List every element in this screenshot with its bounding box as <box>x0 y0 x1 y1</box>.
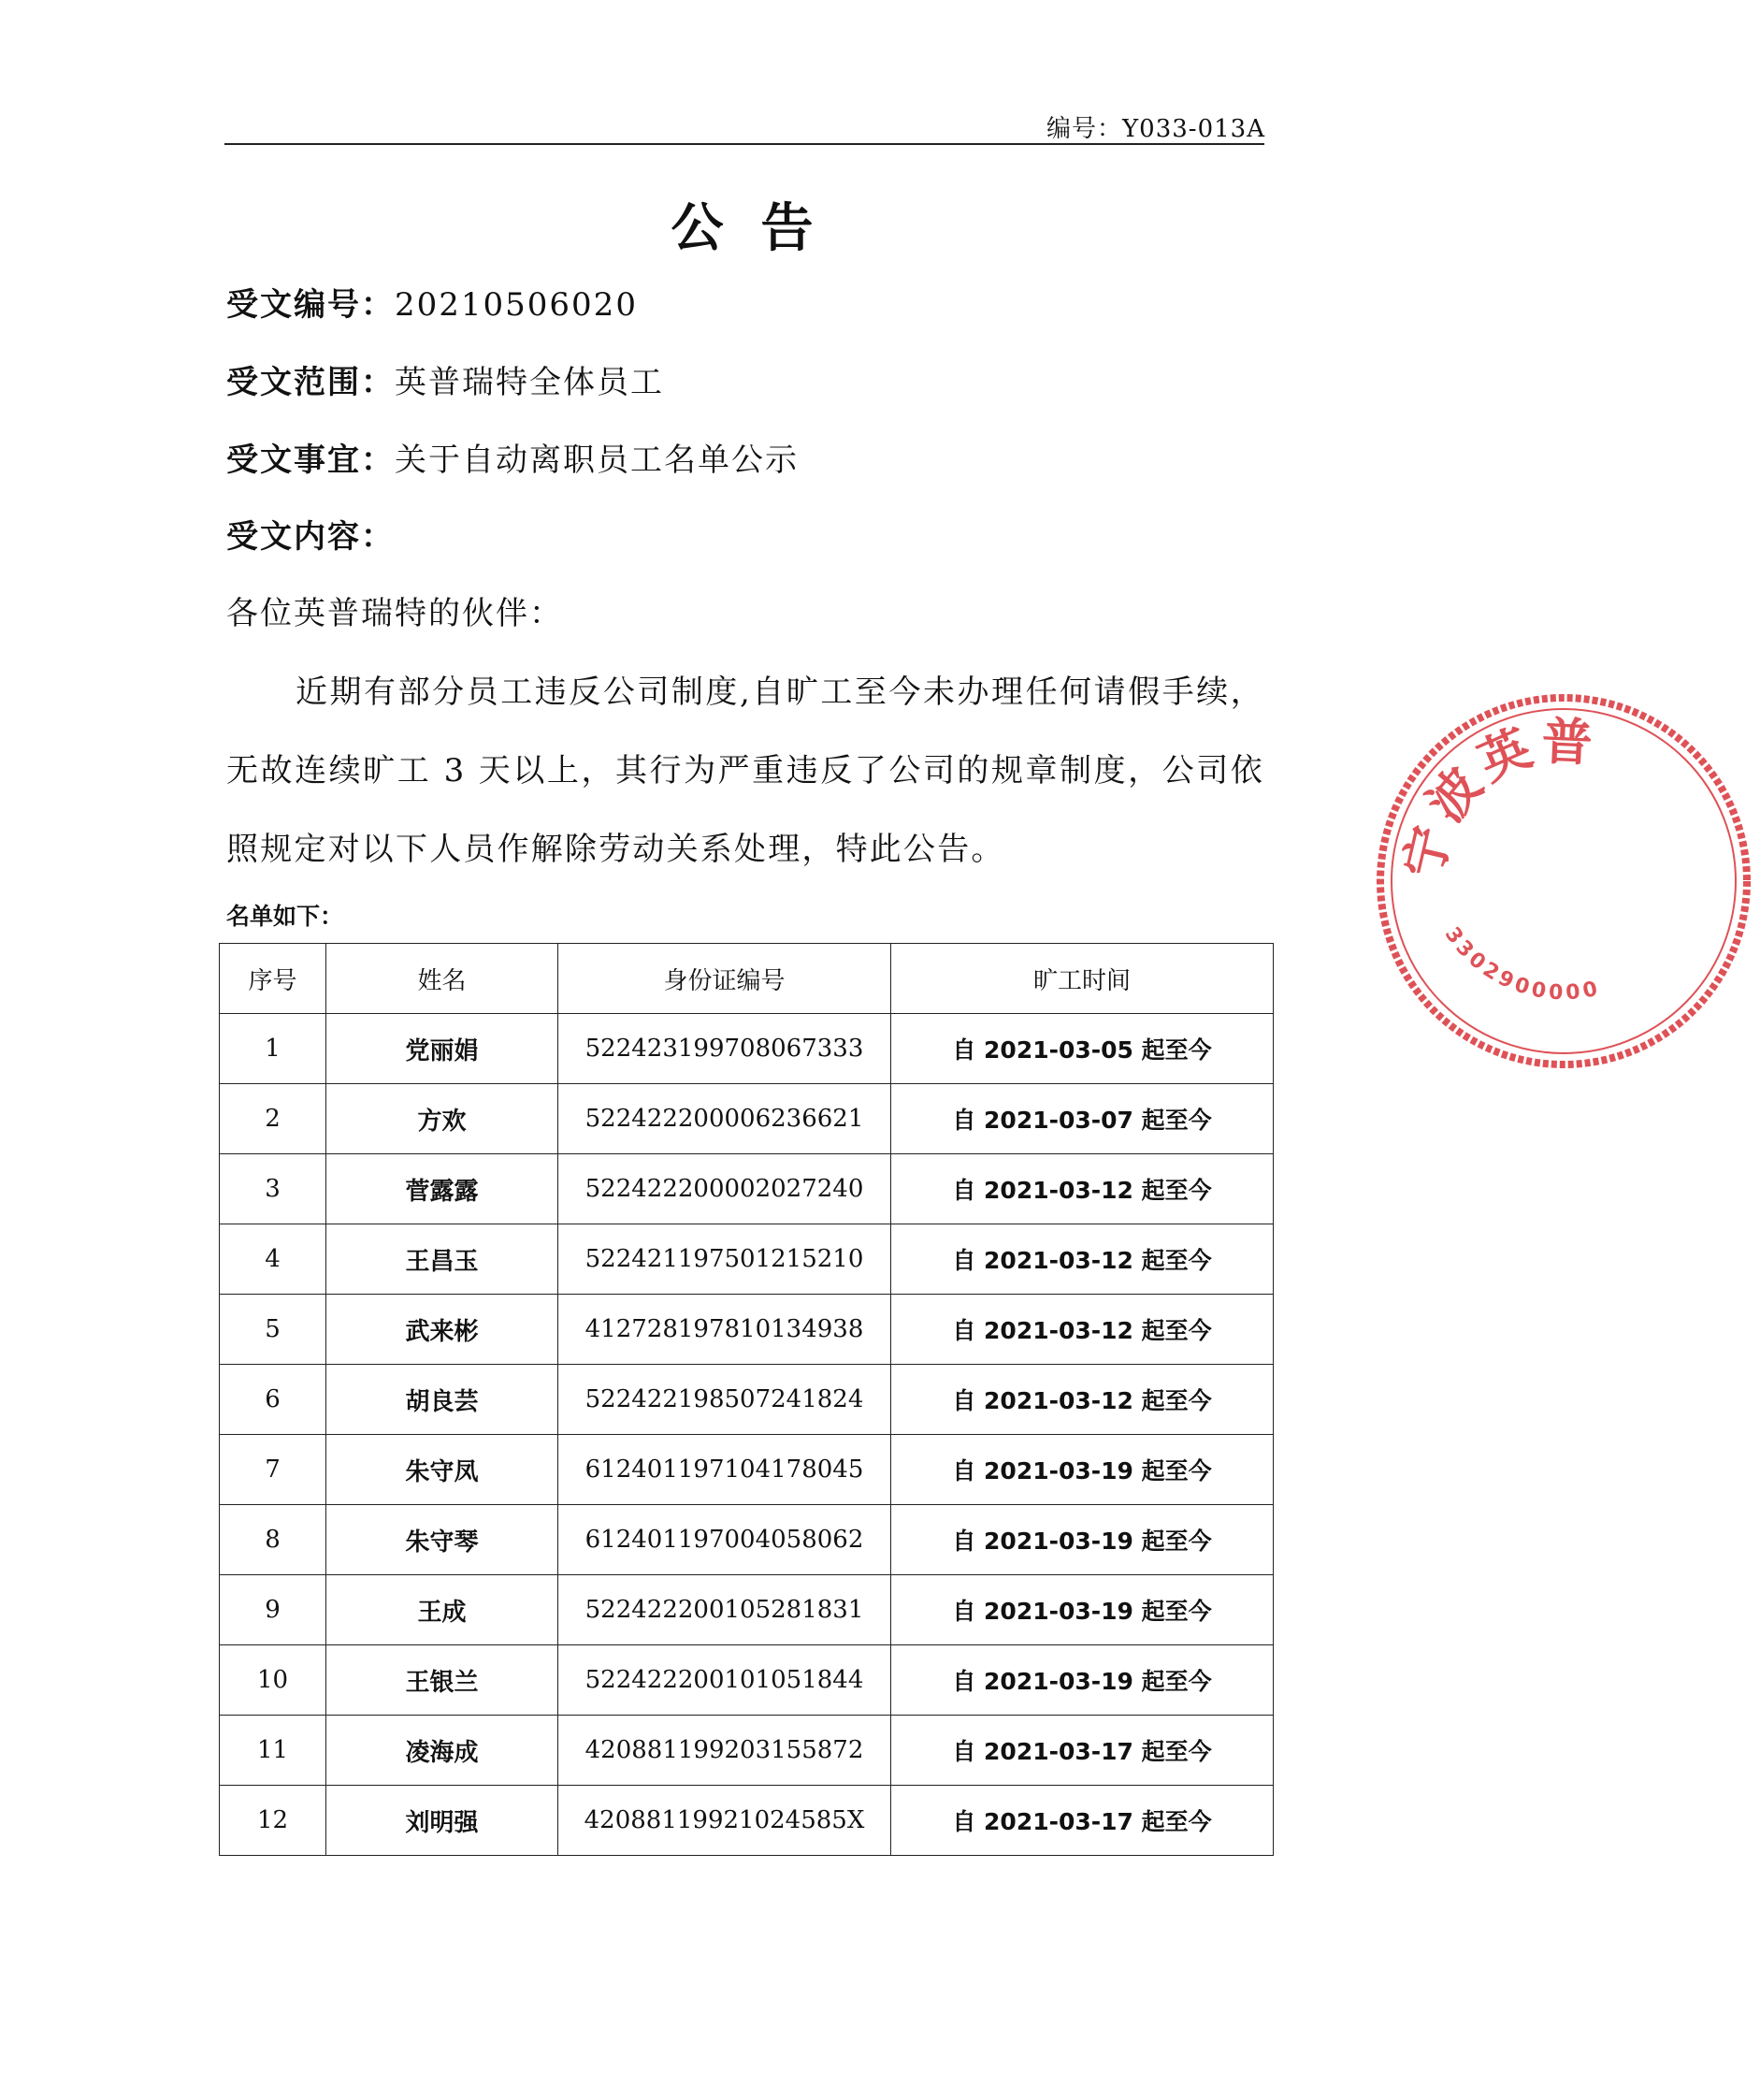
cell-id-number: 42088119921024585X <box>558 1786 891 1856</box>
table-row <box>220 1435 1274 1505</box>
table-row <box>220 1084 1274 1154</box>
cell-index: 4 <box>220 1224 326 1295</box>
cell-name: 王昌玉 <box>326 1224 558 1295</box>
svg-text:3302900000 <box>1440 923 1604 1006</box>
cell-name: 方欢 <box>326 1084 558 1154</box>
cell-id-number: 522422200105281831 <box>558 1575 891 1645</box>
company-seal <box>1367 685 1760 1078</box>
table-row <box>220 1154 1274 1224</box>
cell-absence-time: 自 2021-03-17 起至今 <box>891 1786 1274 1856</box>
cell-name: 菅露露 <box>326 1154 558 1224</box>
cell-name: 党丽娟 <box>326 1014 558 1084</box>
table-row <box>220 1295 1274 1365</box>
cell-id-number: 522423199708067333 <box>558 1014 891 1084</box>
table-row <box>220 1224 1274 1295</box>
field-subject <box>226 434 799 480</box>
field-label: 受文编号： <box>226 286 395 324</box>
cell-index: 7 <box>220 1435 326 1505</box>
cell-id-number: 522421197501215210 <box>558 1224 891 1295</box>
cell-index: 1 <box>220 1014 326 1084</box>
field-doc-number <box>226 279 638 325</box>
document-number: 编号：Y033-013A <box>1046 115 1265 143</box>
header-divider <box>224 143 1264 145</box>
seal-text: 宁波英普 <box>1392 710 1600 884</box>
cell-id-number: 412728197810134938 <box>558 1295 891 1365</box>
header-name: 姓名 <box>326 944 558 1014</box>
cell-index: 11 <box>220 1716 326 1786</box>
cell-absence-time: 自 2021-03-12 起至今 <box>891 1295 1274 1365</box>
header-absence-time: 旷工时间 <box>891 944 1274 1014</box>
cell-index: 5 <box>220 1295 326 1365</box>
cell-name: 王银兰 <box>326 1645 558 1716</box>
field-label: 受文范围： <box>226 364 395 401</box>
page-title: 公告 <box>671 197 851 259</box>
cell-index: 2 <box>220 1084 326 1154</box>
cell-absence-time: 自 2021-03-19 起至今 <box>891 1435 1274 1505</box>
header-id-number: 身份证编号 <box>558 944 891 1014</box>
cell-index: 10 <box>220 1645 326 1716</box>
cell-index: 8 <box>220 1505 326 1575</box>
field-label: 受文事宜： <box>226 442 395 479</box>
table-row <box>220 1014 1274 1084</box>
cell-absence-time: 自 2021-03-12 起至今 <box>891 1224 1274 1295</box>
table-header-row <box>220 944 1274 1014</box>
cell-absence-time: 自 2021-03-05 起至今 <box>891 1014 1274 1084</box>
field-value: 20210506020 <box>395 286 638 324</box>
employee-table <box>219 943 1274 1856</box>
cell-id-number: 522422200006236621 <box>558 1084 891 1154</box>
header-index: 序号 <box>220 944 326 1014</box>
cell-name: 朱守凤 <box>326 1435 558 1505</box>
cell-absence-time: 自 2021-03-19 起至今 <box>891 1505 1274 1575</box>
cell-id-number: 522422200002027240 <box>558 1154 891 1224</box>
field-value: 关于自动离职员工名单公示 <box>395 442 799 479</box>
cell-index: 12 <box>220 1786 326 1856</box>
cell-index: 3 <box>220 1154 326 1224</box>
cell-absence-time: 自 2021-03-07 起至今 <box>891 1084 1274 1154</box>
table-row <box>220 1365 1274 1435</box>
table-row <box>220 1575 1274 1645</box>
cell-name: 胡良芸 <box>326 1365 558 1435</box>
cell-name: 朱守琴 <box>326 1505 558 1575</box>
cell-index: 9 <box>220 1575 326 1645</box>
cell-index: 6 <box>220 1365 326 1435</box>
cell-name: 凌海成 <box>326 1716 558 1786</box>
list-title: 名单如下： <box>226 903 344 930</box>
svg-text:宁波英普 <box>1392 711 1599 884</box>
field-label: 受文内容： <box>226 518 395 556</box>
cell-id-number: 612401197004058062 <box>558 1505 891 1575</box>
cell-id-number: 522422200101051844 <box>558 1645 891 1716</box>
table-row <box>220 1716 1274 1786</box>
greeting: 各位英普瑞特的伙伴： <box>226 595 563 632</box>
table-row <box>220 1505 1274 1575</box>
table-row <box>220 1786 1274 1856</box>
cell-absence-time: 自 2021-03-17 起至今 <box>891 1716 1274 1786</box>
cell-name: 王成 <box>326 1575 558 1645</box>
cell-absence-time: 自 2021-03-19 起至今 <box>891 1575 1274 1645</box>
cell-name: 刘明强 <box>326 1786 558 1856</box>
cell-id-number: 522422198507241824 <box>558 1365 891 1435</box>
field-content <box>226 511 395 557</box>
cell-absence-time: 自 2021-03-12 起至今 <box>891 1154 1274 1224</box>
field-value: 英普瑞特全体员工 <box>395 364 664 401</box>
field-scope <box>226 356 664 402</box>
cell-absence-time: 自 2021-03-12 起至今 <box>891 1365 1274 1435</box>
cell-name: 武来彬 <box>326 1295 558 1365</box>
cell-id-number: 420881199203155872 <box>558 1716 891 1786</box>
cell-id-number: 612401197104178045 <box>558 1435 891 1505</box>
seal-number: 3302900000 <box>1439 922 1604 1006</box>
cell-absence-time: 自 2021-03-19 起至今 <box>891 1645 1274 1716</box>
table-row <box>220 1645 1274 1716</box>
body-paragraph: 近期有部分员工违反公司制度,自旷工至今未办理任何请假手续，无故连续旷工 3 天以上，其行为严重违反了公司的规章制度，公司依照规定对以下人员作解除劳动关系处理，特此公告。 <box>226 673 1264 868</box>
